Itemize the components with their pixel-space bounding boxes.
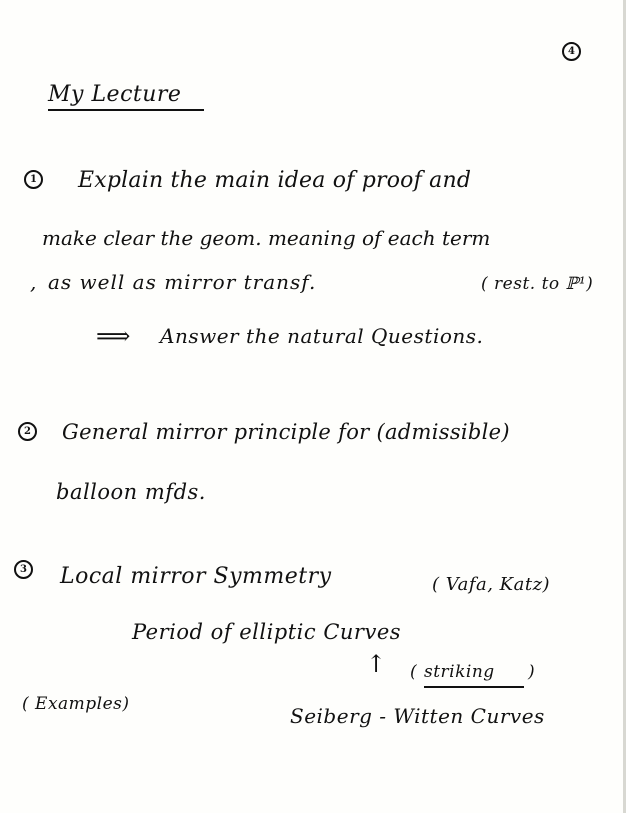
- item-1-line-1: Explain the main idea of proof and: [78, 168, 472, 193]
- item-2-line-2: balloon mfds.: [56, 480, 206, 504]
- item-1-number: 1: [24, 170, 43, 189]
- item-1-line-3: as well as mirror transf.: [48, 270, 317, 294]
- item-2-line-1: General mirror principle for (admissible): [62, 420, 510, 444]
- item-1-line-3-comma: ,: [30, 270, 37, 294]
- striking-note: striking: [424, 662, 495, 682]
- up-arrow: ↑: [366, 650, 387, 678]
- examples-note: ( Examples): [22, 694, 130, 714]
- striking-open-paren: (: [410, 662, 418, 682]
- item-3-line-3: Seiberg - Witten Curves: [290, 704, 545, 728]
- page-number-badge: 4: [562, 42, 581, 61]
- item-2-number: 2: [18, 422, 37, 441]
- implies-arrow: ⟹: [96, 322, 131, 350]
- page-title: My Lecture: [48, 82, 182, 107]
- item-1-restriction-note: ( rest. to ℙ¹): [481, 274, 594, 294]
- striking-underline: [424, 686, 524, 688]
- item-1-answer: Answer the natural Questions.: [160, 324, 484, 348]
- striking-close-paren: ): [528, 662, 536, 682]
- item-3-number: 3: [14, 560, 33, 579]
- title-underline: [48, 109, 204, 111]
- item-1-line-2: make clear the geom. meaning of each term: [42, 226, 491, 250]
- item-3-line-1: Local mirror Symmetry: [60, 564, 332, 589]
- item-3-attribution: ( Vafa, Katz): [432, 574, 551, 595]
- item-3-line-2: Period of elliptic Curves: [132, 620, 402, 644]
